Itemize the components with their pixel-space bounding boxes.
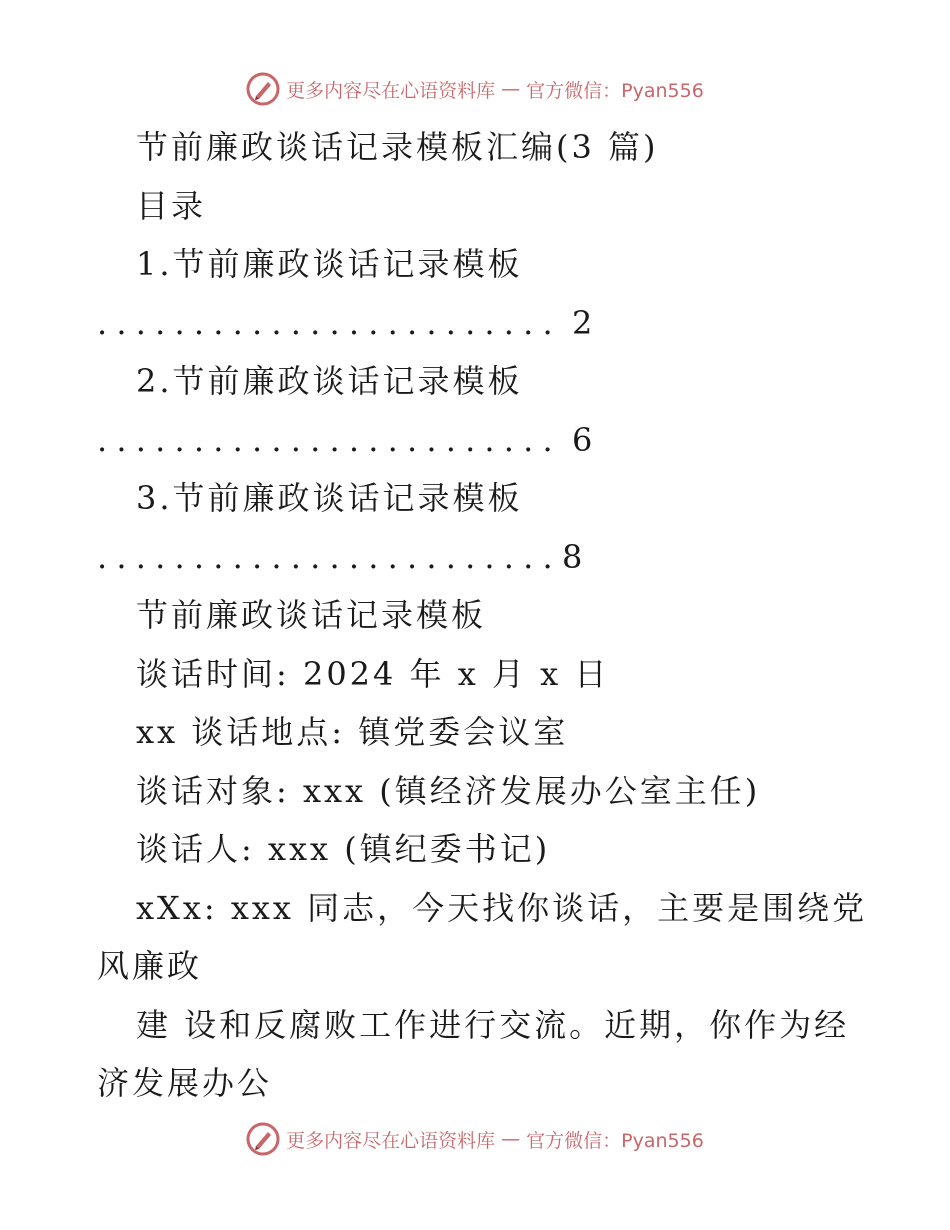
watermark-contact: 官方微信：Pyan556 (526, 1129, 704, 1152)
toc-item-3-label[interactable]: 3.节前廉政谈话记录模板 (136, 479, 523, 517)
field-interview-time: 谈话时间: 2024 年 x 月 x 日 (136, 654, 610, 693)
toc-item-1-leader[interactable] (0, 294, 950, 353)
watermark-header (0, 72, 950, 106)
watermark-text: 更多内容尽在心语资料库 (286, 1129, 496, 1152)
watermark-text: 更多内容尽在心语资料库 (286, 79, 496, 102)
field-interviewer: 谈话人: xxx (镇纪委书记) (136, 830, 551, 868)
toc-item-1-label[interactable]: 1.节前廉政谈话记录模板 (136, 245, 523, 283)
toc-item-3-page: 8 (561, 537, 583, 576)
watermark-contact: 官方微信：Pyan556 (526, 79, 704, 102)
body-paragraph-line: 风廉政 (97, 947, 203, 985)
document-title: 节前廉政谈话记录模板汇编(3 篇) (136, 128, 659, 166)
toc-item-2-page: 6 (571, 420, 593, 459)
watermark-footer (0, 1122, 950, 1156)
field-interviewee: 谈话对象: xxx (镇经济发展办公室主任) (136, 771, 761, 810)
body-paragraph-line: 建 设和反腐败工作进行交流。近期，你作为经 (136, 1005, 850, 1044)
document-body (0, 118, 950, 1113)
toc-item-3-dots: ........................ (97, 537, 562, 576)
toc-item-2-leader[interactable] (0, 411, 950, 470)
watermark-separator: — (501, 1128, 521, 1150)
field-interview-location: xx 谈话地点: 镇党委会议室 (136, 713, 569, 751)
toc-item-1-dots: ........................ (97, 303, 562, 342)
toc-item-2-dots: ........................ (97, 420, 562, 459)
pen-logo-icon (246, 72, 280, 106)
watermark-separator: — (501, 78, 521, 100)
toc-item-3-leader[interactable] (0, 528, 950, 587)
toc-heading: 目录 (136, 186, 207, 225)
body-paragraph-line: 济发展办公 (97, 1064, 273, 1102)
pen-logo-icon (246, 1122, 280, 1156)
body-paragraph-line: xXx: xxx 同志，今天找你谈话，主要是围绕党 (136, 888, 868, 927)
toc-item-1-page: 2 (571, 303, 593, 342)
section-title: 节前廉政谈话记录模板 (136, 596, 487, 634)
toc-item-2-label[interactable]: 2.节前廉政谈话记录模板 (136, 362, 523, 400)
